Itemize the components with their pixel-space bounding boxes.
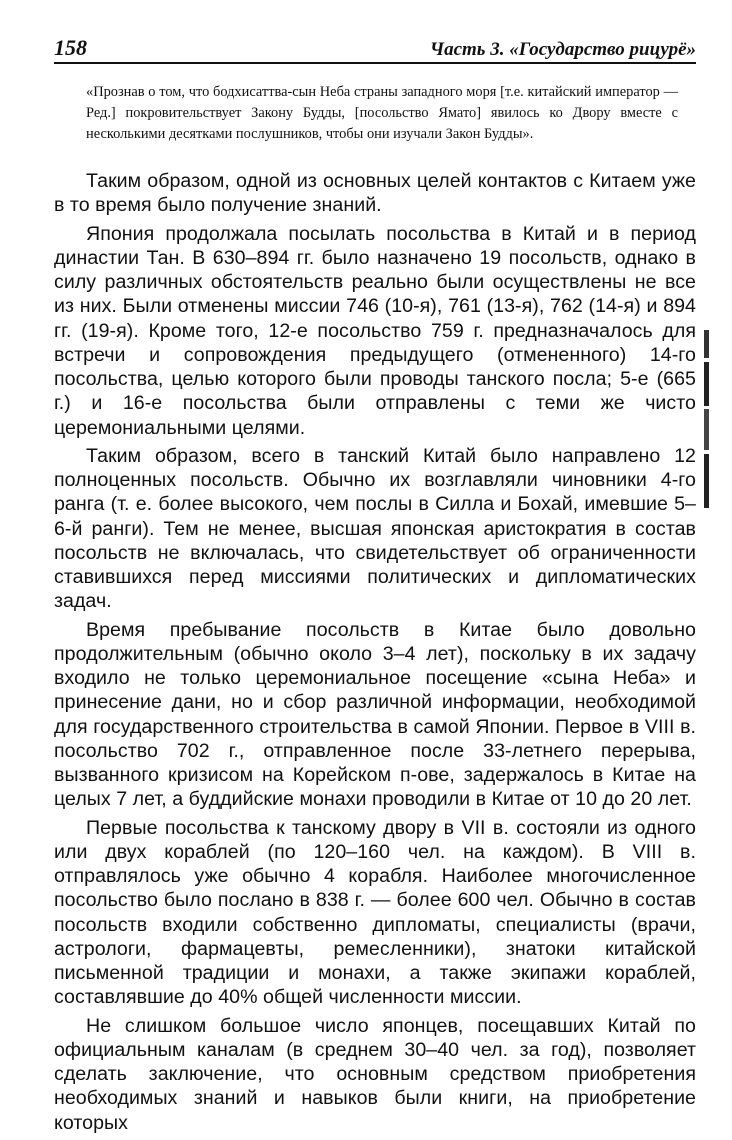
book-page: [54, 30, 696, 1134]
body-text: [54, 169, 696, 1135]
paragraph-2: Япония продолжала посылать посольства в Китай и в период династии Тан. В 630–894 гг. было назначено 19 посольств, однако в силу различных обстоятельств реально были осуществлены не все из них. Были отменены миссии 746 (10-я), 761 (13-я), 762 (14-я) и 894 гг. (19-я). Кроме того, 12-е посольство 759 г. предназначалось для встречи и сопровождения предыдущего (отмененного) 14-го посольства, целью которого были проводы танского посла; 5-е (665 г.) и 16-е посольства были отправлены с теми же чисто церемониальными целями.: [54, 222, 696, 439]
paragraph-3: Таким образом, всего в танский Китай было направлено 12 полноценных посольств. Обычно их возглавляли чиновники 4-го ранга (т. е. более высокого, чем послы в Силла и Бохай, имевшие 5–6-й ранги). Тем не менее, высшая японская аристократия в состав посольств не включалась, что свидетельствует об ограниченности ставившихся перед миссиями политических и дипломатических задач.: [54, 444, 696, 613]
paragraph-4: Время пребывание посольств в Китае было довольно продолжительным (обычно около 3–4 лет), поскольку в их задачу входило не только церемониальное посещение «сына Неба» и принесение дани, но и сбор различной информации, необходимой для государственного строительства в самой Японии. Первое в VIII в. посольство 702 г., отправленное после 33-летнего перерыва, вызванного кризисом на Корейском п-ове, задержалось в Китае на целых 7 лет, а буддийские монахи проводили в Китае от 10 до 20 лет.: [54, 618, 696, 811]
block-quote: «Прознав о том, что бодхисаттва-сын Неба страны западного моря [т.е. китайский император — Ред.] покровительствует Закону Будды, [посольство Ямато] явилось ко Двору вместе с несколькими десятками послушников, чтобы они изучали Закон Будды».: [86, 84, 678, 142]
paragraph-1: Таким образом, одной из основных целей контактов с Китаем уже в то время было получение знаний.: [54, 170, 696, 217]
paragraph-6: Не слишком большое число японцев, посещавших Китай по официальным каналам (в среднем 30–40 чел. за год), позволяет сделать заключение, что основным средством приобретения необходимых знаний и навыков были книги, на приобретение которых: [54, 1014, 696, 1134]
scan-margin-mark: [704, 330, 709, 508]
paragraph-5: Первые посольства к танскому двору в VII в. состояли из одного или двух кораблей (по 120–160 чел. на каждом). В VIII в. отправлялось уже обычно 4 корабля. Наиболее многочисленное посольство было послано в 838 г. — более 600 чел. Обычно в состав посольств входили собственно дипломаты, специалисты (врачи, астрологи, фармацевты, ремесленники), знатоки китайской письменной традиции и монахи, а также экипажи кораблей, составлявшие до 40% общей численности миссии.: [54, 816, 696, 1009]
running-head: [54, 30, 696, 64]
page-number: 158: [54, 35, 87, 60]
chapter-title: Часть 3. «Государство рицурё»: [429, 39, 696, 60]
